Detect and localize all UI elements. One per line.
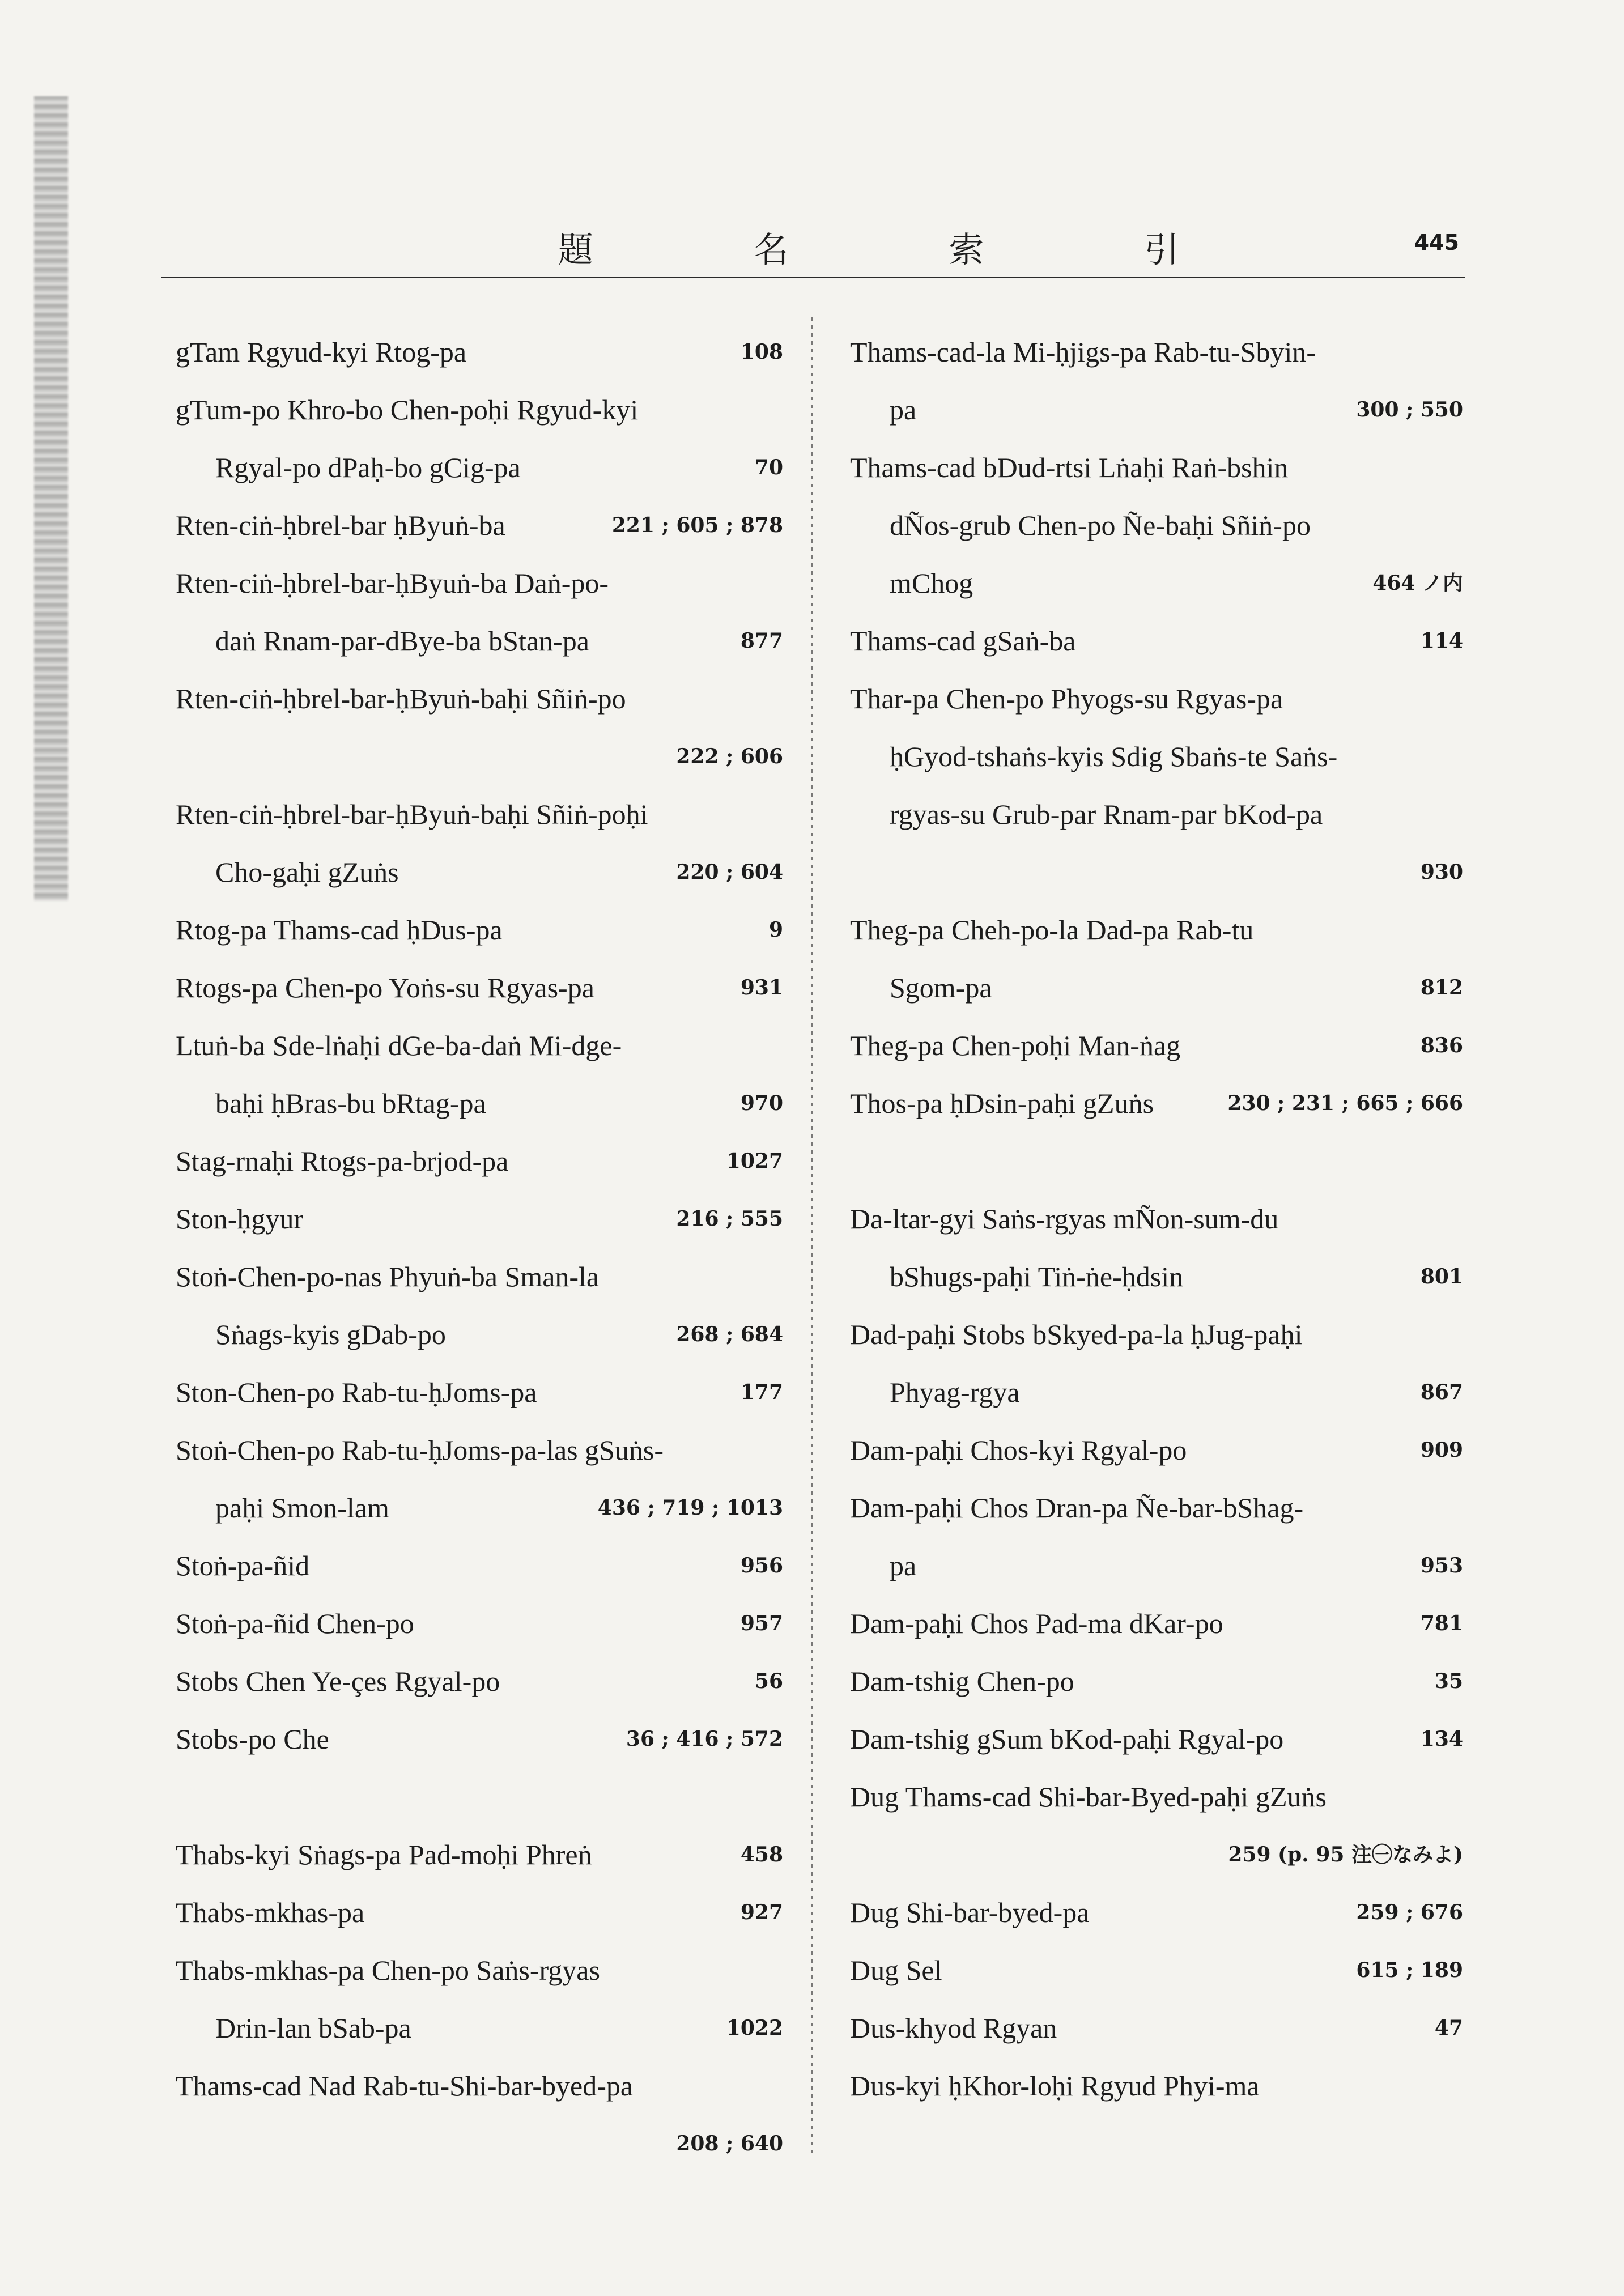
entry-title: Stobs-po Che (176, 1723, 329, 1755)
index-entry-line (176, 1479, 783, 1537)
index-entry-line (176, 670, 783, 728)
title-char: 引 (1143, 228, 1181, 270)
title-char: 名 (753, 228, 791, 270)
entry-title: Dam-paḥi Chos Dran-pa Ñe-bar-bShag- (850, 1492, 1304, 1524)
entry-title: Stoṅ-Chen-po-nas Phyuṅ-ba Sman-la (176, 1261, 600, 1292)
index-entry-line (850, 843, 1463, 901)
index-entry-line (176, 843, 783, 901)
index-entry-line (850, 670, 1463, 728)
entry-reference-numbers: 930 (1420, 860, 1463, 884)
index-entry-line (176, 1421, 783, 1479)
index-entry-line (850, 496, 1463, 554)
entry-title: Thar-pa Chen-po Phyogs-su Rgyas-pa (850, 683, 1283, 715)
index-entry-line (176, 381, 783, 439)
entry-title: Stoṅ-pa-ñid (176, 1550, 310, 1581)
entry-title: Dug Sel (850, 1954, 942, 1986)
binding-shadow (34, 96, 68, 901)
index-entry-line (850, 439, 1463, 496)
entry-title: Thos-pa ḥDsin-paḥi gZuṅs (850, 1087, 1154, 1119)
entry-reference-numbers: 300 ; 550 (1356, 398, 1463, 422)
entry-reference-numbers: 230 ; 231 ; 665 ; 666 (1227, 1091, 1463, 1115)
index-entry-line (850, 1710, 1463, 1768)
entry-reference-numbers: 259 (p. 95 注㊀なみよ) (1228, 1843, 1463, 1866)
entry-reference-numbers: 957 (740, 1612, 783, 1635)
entry-title: Dam-paḥi Chos Pad-ma dKar-po (850, 1608, 1223, 1639)
index-entry-line (850, 1999, 1463, 2057)
entry-title: Phyag-rgya (890, 1376, 1020, 1408)
index-entry-line (176, 785, 783, 843)
entry-reference-numbers: 812 (1420, 976, 1463, 1000)
entry-reference-numbers: 56 (754, 1669, 783, 1693)
index-entry-line (850, 381, 1463, 439)
index-entry-line (176, 1826, 783, 1883)
index-entry-line (850, 901, 1463, 959)
index-entry-line (176, 1595, 783, 1652)
section-gap (850, 1132, 1463, 1190)
index-entry-line (850, 1479, 1463, 1537)
entry-reference-numbers: 615 ; 189 (1356, 1958, 1463, 1982)
entry-title: Theg-pa Chen-poḥi Man-ṅag (850, 1030, 1181, 1061)
entry-title: gTam Rgyud-kyi Rtog-pa (176, 336, 467, 368)
entry-title: Dam-paḥi Chos-kyi Rgyal-po (850, 1434, 1187, 1466)
index-entry-line (850, 323, 1463, 381)
index-entry-line (176, 1999, 783, 2057)
entry-reference-numbers: 909 (1420, 1438, 1463, 1462)
index-entry-line (850, 554, 1463, 612)
index-entry-line (176, 1132, 783, 1190)
entry-title: Da-ltar-gyi Saṅs-rgyas mÑon-sum-du (850, 1203, 1279, 1235)
entry-title: Rten-ciṅ-ḥbrel-bar-ḥByuṅ-baḥi Sñiṅ-poḥi (176, 798, 648, 830)
entry-title: baḥi ḥBras-bu bRtag-pa (215, 1087, 486, 1119)
entry-title: Stag-rnaḥi Rtogs-pa-brjod-pa (176, 1145, 509, 1177)
entry-title: Ltuṅ-ba Sde-lṅaḥi dGe-ba-daṅ Mi-dge- (176, 1030, 622, 1061)
index-entry-line (850, 728, 1463, 785)
entry-reference-numbers: 70 (754, 456, 783, 479)
index-entry-line (850, 1248, 1463, 1306)
index-entry-line (176, 1537, 783, 1595)
index-entry-line (176, 959, 783, 1017)
index-entry-line (850, 2057, 1463, 2115)
entry-reference-numbers: 220 ; 604 (676, 860, 783, 884)
index-entry-line (176, 1074, 783, 1132)
index-entry-line (850, 1883, 1463, 1941)
index-entry-line (850, 1017, 1463, 1074)
entry-title: Ston-ḥgyur (176, 1203, 303, 1235)
entry-title: Drin-lan bSab-pa (215, 2012, 411, 2044)
index-entry-line (176, 1710, 783, 1768)
entry-title: mChog (890, 567, 973, 599)
entry-reference-numbers: 108 (740, 340, 783, 364)
entry-title: paḥi Smon-lam (215, 1492, 389, 1524)
entry-title: ḥGyod-tshaṅs-kyis Sdig Sbaṅs-te Saṅs- (890, 741, 1338, 772)
entry-reference-numbers: 177 (740, 1380, 783, 1404)
entry-title: Thabs-kyi Sṅags-pa Pad-moḥi Phreṅ (176, 1839, 592, 1870)
index-entry-line (176, 728, 783, 785)
entry-title: rgyas-su Grub-par Rnam-par bKod-pa (890, 798, 1323, 830)
entry-title: Dug Thams-cad Shi-bar-Byed-paḥi gZuṅs (850, 1781, 1327, 1813)
entry-title: Stoṅ-pa-ñid Chen-po (176, 1608, 414, 1639)
entry-reference-numbers: 208 ; 640 (676, 2132, 783, 2155)
entry-reference-numbers: 953 (1420, 1554, 1463, 1578)
entry-reference-numbers: 222 ; 606 (676, 745, 783, 768)
entry-reference-numbers: 35 (1434, 1669, 1463, 1693)
header-rule (161, 277, 1465, 278)
entry-reference-numbers: 221 ; 605 ; 878 (611, 513, 783, 537)
index-entry-line (850, 612, 1463, 670)
page-number: 445 (1414, 230, 1459, 255)
entry-reference-numbers: 781 (1420, 1612, 1463, 1635)
entry-title: Dus-kyi ḥKhor-loḥi Rgyud Phyi-ma (850, 2070, 1260, 2102)
index-entry-line (850, 1941, 1463, 1999)
entry-reference-numbers: 1022 (726, 2016, 783, 2040)
index-entry-line (176, 1017, 783, 1074)
index-entry-line (176, 439, 783, 496)
entry-reference-numbers: 867 (1420, 1380, 1463, 1404)
left-column (176, 323, 783, 2172)
title-char: 索 (949, 228, 987, 270)
entry-reference-numbers: 970 (740, 1091, 783, 1115)
entry-reference-numbers: 931 (740, 976, 783, 1000)
entry-title: Thams-cad Nad Rab-tu-Shi-bar-byed-pa (176, 2070, 634, 2102)
entry-reference-numbers: 927 (740, 1900, 783, 1924)
page-header (161, 193, 1465, 278)
index-entry-line (176, 323, 783, 381)
title-char: 題 (558, 228, 596, 270)
entry-title: Dam-tshig Chen-po (850, 1665, 1074, 1697)
index-entry-line (176, 1941, 783, 1999)
entry-reference-numbers: 436 ; 719 ; 1013 (597, 1496, 783, 1520)
index-entry-line (850, 1768, 1463, 1826)
entry-title: pa (890, 1550, 917, 1581)
index-entry-line (176, 1652, 783, 1710)
entry-title: Thabs-mkhas-pa (176, 1897, 365, 1928)
index-entry-line (176, 2115, 783, 2172)
entry-title: Rtogs-pa Chen-po Yoṅs-su Rgyas-pa (176, 972, 594, 1004)
index-entry-line (176, 1306, 783, 1363)
index-entry-line (850, 959, 1463, 1017)
right-column (850, 323, 1463, 2115)
entry-reference-numbers: 1027 (726, 1149, 783, 1173)
entry-title: Stobs Chen Ye-çes Rgyal-po (176, 1665, 500, 1697)
index-entry-line (176, 496, 783, 554)
entry-title: Sṅags-kyis gDab-po (215, 1319, 446, 1350)
entry-title: Rtog-pa Thams-cad ḥDus-pa (176, 914, 503, 946)
entry-title: Theg-pa Cheh-po-la Dad-pa Rab-tu (850, 914, 1254, 946)
index-entry-line (850, 1190, 1463, 1248)
entry-reference-numbers: 114 (1420, 629, 1463, 653)
entry-title: Sgom-pa (890, 972, 992, 1004)
entry-title: pa (890, 394, 917, 426)
entry-reference-numbers: 268 ; 684 (676, 1323, 783, 1346)
entry-reference-numbers: 836 (1420, 1034, 1463, 1057)
entry-reference-numbers: 216 ; 555 (676, 1207, 783, 1231)
entry-reference-numbers: 801 (1420, 1265, 1463, 1289)
entry-title: Ston-Chen-po Rab-tu-ḥJoms-pa (176, 1376, 537, 1408)
entry-reference-numbers: 134 (1420, 1727, 1463, 1751)
index-entry-line (850, 1363, 1463, 1421)
index-entry-line (176, 1363, 783, 1421)
index-entry-line (176, 554, 783, 612)
entry-title: Cho-gaḥi gZuṅs (215, 856, 399, 888)
entry-reference-numbers: 464 ノ内 (1372, 571, 1463, 595)
index-entry-line (176, 901, 783, 959)
entry-title: bShugs-paḥi Tiṅ-ṅe-ḥdsin (890, 1261, 1184, 1292)
entry-reference-numbers: 877 (740, 629, 783, 653)
entry-title: Dus-khyod Rgyan (850, 2012, 1057, 2044)
entry-title: Stoṅ-Chen-po Rab-tu-ḥJoms-pa-las gSuṅs- (176, 1434, 664, 1466)
entry-title: Dam-tshig gSum bKod-paḥi Rgyal-po (850, 1723, 1284, 1755)
entry-title: Thams-cad gSaṅ-ba (850, 625, 1076, 657)
index-entry-line (176, 1190, 783, 1248)
entry-title: Rgyal-po dPaḥ-bo gCig-pa (215, 452, 521, 483)
index-entry-line (850, 1306, 1463, 1363)
column-divider (811, 317, 813, 2153)
entry-title: Thams-cad-la Mi-ḥjigs-pa Rab-tu-Sbyin- (850, 336, 1316, 368)
index-entry-line (176, 2057, 783, 2115)
index-entry-line (850, 1421, 1463, 1479)
index-entry-line (850, 1652, 1463, 1710)
index-entry-line (176, 1248, 783, 1306)
entry-title: Dad-paḥi Stobs bSkyed-pa-la ḥJug-paḥi (850, 1319, 1303, 1350)
entry-reference-numbers: 36 ; 416 ; 572 (626, 1727, 783, 1751)
index-entry-line (176, 612, 783, 670)
entry-reference-numbers: 259 ; 676 (1356, 1900, 1463, 1924)
entry-reference-numbers: 956 (740, 1554, 783, 1578)
entry-title: gTum-po Khro-bo Chen-poḥi Rgyud-kyi (176, 394, 639, 426)
index-entry-line (176, 1883, 783, 1941)
entry-title: daṅ Rnam-par-dBye-ba bStan-pa (215, 625, 589, 657)
entry-reference-numbers: 9 (768, 918, 783, 942)
index-entry-line (850, 1826, 1463, 1883)
index-entry-line (850, 1595, 1463, 1652)
entry-title: Rten-ciṅ-ḥbrel-bar ḥByuṅ-ba (176, 509, 505, 541)
index-entry-line (850, 785, 1463, 843)
entry-reference-numbers: 47 (1434, 2016, 1463, 2040)
entry-reference-numbers: 458 (740, 1843, 783, 1866)
entry-title: Thabs-mkhas-pa Chen-po Saṅs-rgyas (176, 1954, 600, 1986)
page-title (558, 221, 1181, 272)
entry-title: Dug Shi-bar-byed-pa (850, 1897, 1090, 1928)
entry-title: dÑos-grub Chen-po Ñe-baḥi Sñiṅ-po (890, 509, 1311, 541)
entry-title: Thams-cad bDud-rtsi Lṅaḥi Raṅ-bshin (850, 452, 1289, 483)
entry-title: Rten-ciṅ-ḥbrel-bar-ḥByuṅ-baḥi Sñiṅ-po (176, 683, 626, 715)
section-gap (176, 1768, 783, 1826)
index-entry-line (850, 1537, 1463, 1595)
entry-title: Rten-ciṅ-ḥbrel-bar-ḥByuṅ-ba Daṅ-po- (176, 567, 609, 599)
index-entry-line (850, 1074, 1463, 1132)
